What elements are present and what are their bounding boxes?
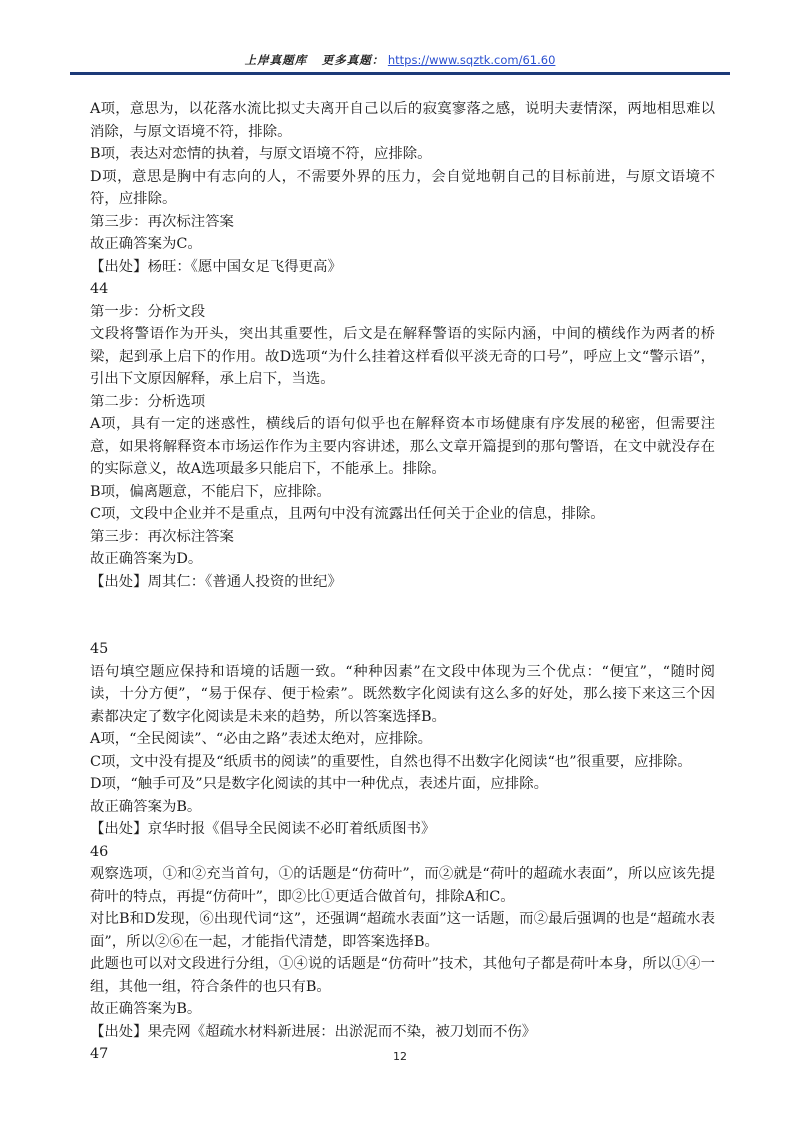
- paragraph-44-analysis: 文段将警语作为开头，突出其重要性，后文是在解释警语的实际内涵，中间的横线作为两者的桥梁，起到承上启下的作用。故D选项“为什么挂着这样看似平淡无奇的口号”，呼应上文“警示语”，引出下文原因解释，承上启下，当选。: [90, 326, 715, 387]
- paragraph-43-source: 【出处】杨旺：《愿中国女足飞得更高》: [90, 258, 342, 275]
- paragraph-43-answer: 故正确答案为C。: [90, 236, 202, 252]
- paragraph-44-step3: 第三步：再次标注答案: [90, 528, 234, 545]
- paragraph-45-source: 【出处】京华时报《倡导全民阅读不必盯着纸质图书》: [90, 821, 436, 837]
- spacer: [90, 593, 715, 638]
- paragraph-43-a: A项，意思为，以花落水流比拟丈夫离开自己以后的寂寞寥落之感，说明夫妻情深，两地相思难以消除，与原文语境不符，排除。: [90, 101, 715, 140]
- paragraph-46-group: 此题也可以对文段进行分组，①④说的话题是“仿荷叶”技术，其他句子都是荷叶本身，所以①④一组，其他一组，符合条件的也只有B。: [90, 956, 715, 995]
- question-number-45: 45: [90, 641, 109, 657]
- paragraph-45-d: D项，“触手可及”只是数字化阅读的其中一种优点，表述片面，应排除。: [90, 776, 548, 792]
- paragraph-46-observe: 观察选项，①和②充当首句，①的话题是“仿荷叶”，而②就是“荷叶的超疏水表面”，所以应该先提荷叶的特点，再提“仿荷叶”，即②比①更适合做首句，排除A和C。: [90, 866, 715, 905]
- paragraph-44-answer: 故正确答案为D。: [90, 551, 203, 567]
- paragraph-44-source: 【出处】周其仁：《普通人投资的世纪》: [90, 573, 342, 590]
- question-number-44: 44: [90, 281, 109, 297]
- header-url-link[interactable]: https://www.sqztk.com/61.60: [387, 53, 556, 67]
- header-divider: [70, 72, 730, 75]
- page-header: [0, 52, 800, 68]
- page-number: 12: [393, 1050, 407, 1063]
- paragraph-44-c: C项，文段中企业并不是重点，且两句中没有流露出任何关于企业的信息，排除。: [90, 506, 605, 522]
- paragraph-46-answer: 故正确答案为B。: [90, 1001, 202, 1017]
- paragraph-44-step2: 第二步：分析选项: [90, 393, 206, 410]
- paragraph-44-b: B项，偏离题意，不能启下，应排除。: [90, 483, 331, 500]
- paragraph-46-source: 【出处】果壳网《超疏水材料新进展：出淤泥而不染，被刀划而不伤》: [90, 1023, 537, 1040]
- paragraph-45-c: C项，文中没有提及“纸质书的阅读”的重要性，自然也得不出数字化阅读“也”很重要，应排除。: [90, 753, 692, 770]
- header-label: 更多真题：: [321, 53, 385, 67]
- paragraph-45-answer: 故正确答案为B。: [90, 798, 202, 815]
- paragraph-46-compare: 对比B和D发现，⑥出现代词“这”，还强调“超疏水表面”这一话题，而②最后强调的也是“超疏水表面”，所以②⑥在一起，才能指代清楚，即答案选择B。: [90, 911, 715, 950]
- question-number-47: 47: [90, 1046, 109, 1062]
- paragraph-44-a: A项，具有一定的迷惑性，横线后的语句似乎也在解释资本市场健康有序发展的秘密，但需要注意，如果将解释资本市场运作作为主要内容讲述，那么文章开篇提到的那句警语，在文中就没存在的实际意义，故A选项最多只能启下，不能承上。排除。: [90, 416, 715, 477]
- paragraph-45-a: A项，“全民阅读”、“必由之路”表述太绝对，应排除。: [90, 731, 433, 747]
- paragraph-43-b: B项，表达对恋情的执着，与原文语境不符，应排除。: [90, 146, 432, 162]
- paragraph-43-step3: 第三步：再次标注答案: [90, 213, 234, 230]
- header-site-name: 上岸真题库: [244, 53, 308, 67]
- question-number-46: 46: [90, 843, 109, 860]
- paragraph-44-step1: 第一步：分析文段: [90, 303, 206, 320]
- document-body: [90, 98, 715, 1066]
- paragraph-43-d: D项，意思是胸中有志向的人，不需要外界的压力，会自觉地朝自己的目标前进，与原文语境不符，应排除。: [90, 168, 715, 207]
- paragraph-45-analysis: 语句填空题应保持和语境的话题一致。“种种因素”在文段中体现为三个优点：“便宜”，“随时阅读，十分方便”，“易于保存、便于检索”。既然数字化阅读有这么多的好处，那么接下来这三个因素都决定了数字化阅读是未来的趋势，所以答案选择B。: [90, 663, 715, 725]
